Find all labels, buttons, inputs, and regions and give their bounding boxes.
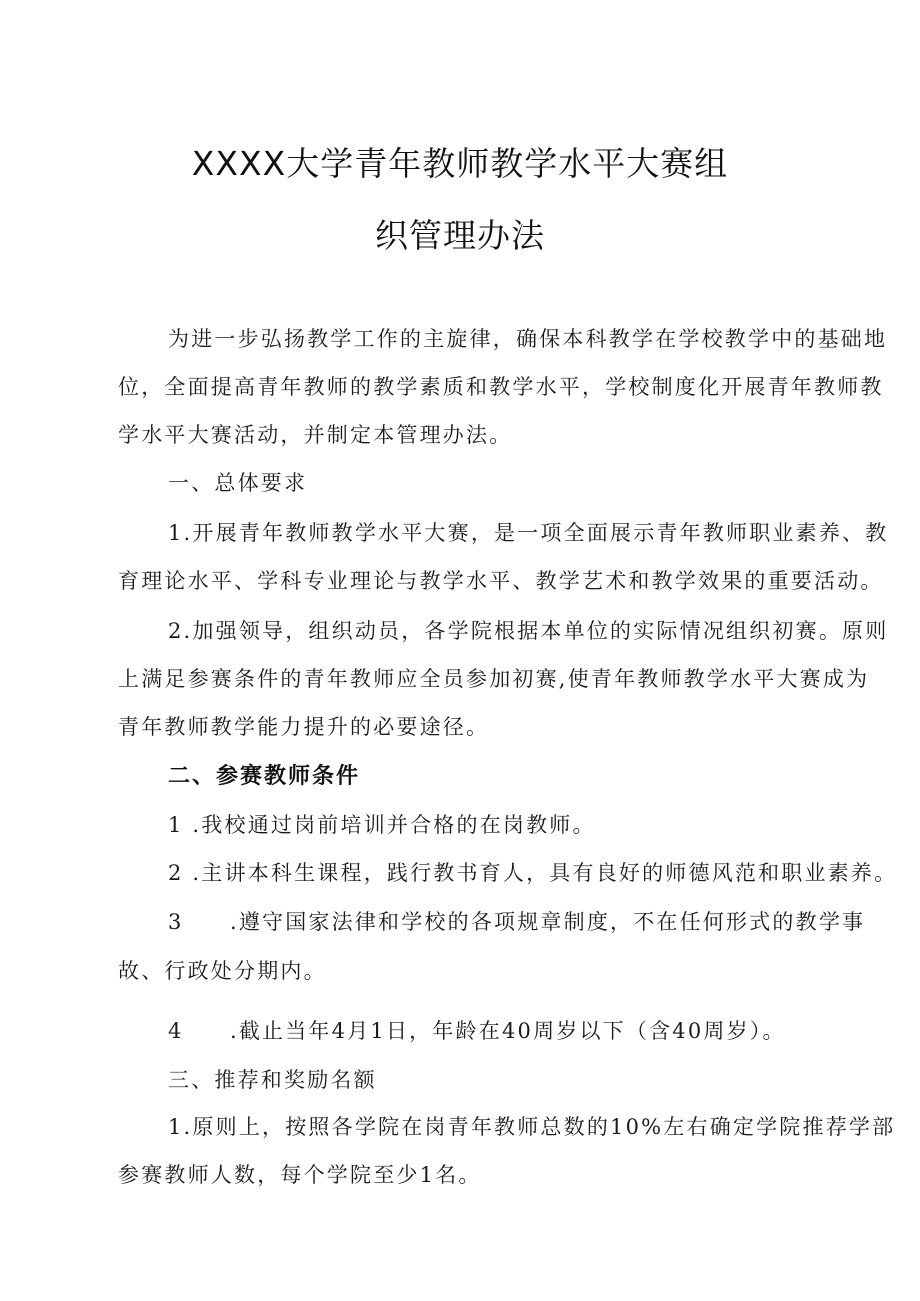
section1-item2-line-1: 2.加强领导，组织动员，各学院根据本单位的实际情况组织初赛。原则 — [168, 619, 889, 643]
title-line-1: XXXX大学青年教师教学水平大赛组 — [191, 144, 729, 183]
section1-heading: 一、总体要求 — [168, 471, 308, 495]
section2-item3-line-1: 3 .遵守国家法律和学校的各项规章制度，不在任何形式的教学事 — [168, 910, 866, 934]
section2-item2: 2 .主讲本科生课程，践行教书育人，具有良好的师德风范和职业素养。 — [168, 861, 898, 885]
title-line-2: 织管理办法 — [375, 216, 545, 255]
section2-item3-line-2: 故、行政处分期内。 — [118, 959, 327, 983]
section2-item4: 4 .截止当年4月1日，年龄在40周岁以下（含40周岁）。 — [168, 1019, 786, 1043]
intro-line-1: 为进一步弘扬教学工作的主旋律，确保本科教学在学校教学中的基础地 — [168, 327, 888, 351]
section3-heading: 三、推荐和奖励名额 — [168, 1068, 377, 1092]
section3-item1-line-1: 1.原则上，按照各学院在岗青年教师总数的10%左右确定学院推荐学部 — [168, 1115, 896, 1139]
section2-heading: 二、参赛教师条件 — [168, 764, 361, 789]
section3-item1-line-2: 参赛教师人数，每个学院至少1名。 — [118, 1163, 482, 1187]
section1-item2-line-3: 青年教师教学能力提升的必要途径。 — [118, 715, 490, 739]
section1-item1-line-2: 育理论水平、学科专业理论与教学水平、教学艺术和教学效果的重要活动。 — [118, 569, 884, 593]
section2-item1: 1 .我校通过岗前培训并合格的在岗教师。 — [168, 813, 596, 837]
section1-item1-line-1: 1.开展青年教师教学水平大赛，是一项全面展示青年教师职业素养、教 — [168, 521, 889, 545]
section1-item2-line-2: 上满足参赛条件的青年教师应全员参加初赛,使青年教师教学水平大赛成为 — [118, 667, 870, 691]
intro-line-2: 位，全面提高青年教师的教学素质和教学水平，学校制度化开展青年教师教 — [118, 375, 884, 399]
intro-line-3: 学水平大赛活动，并制定本管理办法。 — [118, 423, 513, 447]
